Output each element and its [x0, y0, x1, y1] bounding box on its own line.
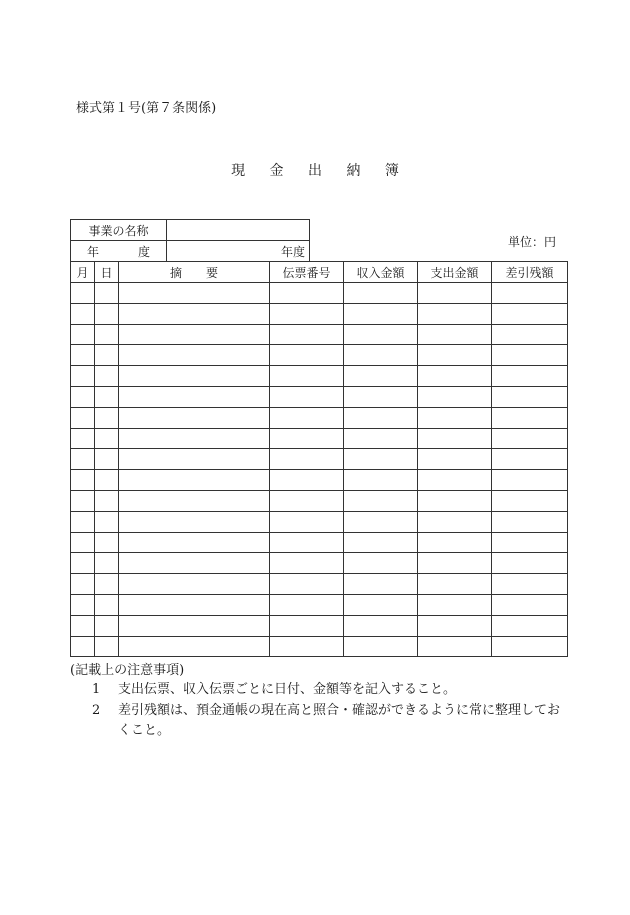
cell-month[interactable] [71, 490, 95, 511]
cell-expense[interactable] [418, 386, 492, 407]
cell-month[interactable] [71, 511, 95, 532]
table-row [71, 303, 568, 324]
col-summary: 摘 要 [119, 262, 270, 283]
cell-expense[interactable] [418, 407, 492, 428]
cell-balance[interactable] [492, 636, 568, 657]
cell-expense[interactable] [418, 449, 492, 470]
cell-slip-number[interactable] [270, 636, 344, 657]
cell-summary[interactable] [119, 470, 270, 491]
col-balance: 差引残額 [492, 262, 568, 283]
cell-month[interactable] [71, 636, 95, 657]
table-row [71, 324, 568, 345]
cell-summary[interactable] [119, 574, 270, 595]
table-row [71, 636, 568, 657]
page-title [0, 160, 630, 180]
note-text: 差引残額は、預金通帳の現在高と照合・確認ができるように常に整理してお [118, 703, 561, 718]
table-row [71, 407, 568, 428]
note-item [0, 680, 630, 700]
cell-month[interactable] [71, 283, 95, 304]
cell-summary[interactable] [119, 636, 270, 657]
cell-summary[interactable] [119, 303, 270, 324]
cell-expense[interactable] [418, 594, 492, 615]
cell-day[interactable] [95, 324, 119, 345]
table-row [71, 470, 568, 491]
cell-slip-number[interactable] [270, 449, 344, 470]
cell-expense[interactable] [418, 511, 492, 532]
cell-day[interactable] [95, 345, 119, 366]
cell-day[interactable] [95, 574, 119, 595]
ledger-table [70, 261, 568, 657]
cell-income[interactable] [344, 615, 418, 636]
fiscal-year-field[interactable] [167, 241, 310, 262]
cell-slip-number[interactable] [270, 615, 344, 636]
cell-income[interactable] [344, 324, 418, 345]
cell-day[interactable] [95, 532, 119, 553]
cell-day[interactable] [95, 470, 119, 491]
cell-summary[interactable] [119, 594, 270, 615]
cell-slip-number[interactable] [270, 490, 344, 511]
title-char: 簿 [384, 163, 399, 179]
cell-income[interactable] [344, 470, 418, 491]
note-text: 支出伝票、収入伝票ごとに日付、金額等を記入すること。 [118, 682, 457, 697]
cell-day[interactable] [95, 407, 119, 428]
cell-month[interactable] [71, 324, 95, 345]
cell-month[interactable] [71, 407, 95, 428]
cell-slip-number[interactable] [270, 283, 344, 304]
cell-slip-number[interactable] [270, 366, 344, 387]
table-row [71, 594, 568, 615]
cell-day[interactable] [95, 553, 119, 574]
col-day: 日 [95, 262, 119, 283]
cell-day[interactable] [95, 303, 119, 324]
note-number: 2 [92, 703, 101, 718]
cell-slip-number[interactable] [270, 553, 344, 574]
note-text-continued: くこと。 [118, 723, 171, 738]
table-row [71, 553, 568, 574]
cell-summary[interactable] [119, 553, 270, 574]
col-expense: 支出金額 [418, 262, 492, 283]
cell-income[interactable] [344, 407, 418, 428]
cell-balance[interactable] [492, 428, 568, 449]
cell-month[interactable] [71, 594, 95, 615]
cell-month[interactable] [71, 366, 95, 387]
table-row [71, 366, 568, 387]
cell-expense[interactable] [418, 345, 492, 366]
cell-income[interactable] [344, 636, 418, 657]
cell-expense[interactable] [418, 283, 492, 304]
cell-summary[interactable] [119, 532, 270, 553]
cell-balance[interactable] [492, 594, 568, 615]
cell-income[interactable] [344, 574, 418, 595]
cell-summary[interactable] [119, 428, 270, 449]
year-label-1: 年 [87, 244, 100, 259]
title-char: 金 [269, 163, 284, 179]
cell-month[interactable] [71, 615, 95, 636]
col-slip-number: 伝票番号 [270, 262, 344, 283]
cell-day[interactable] [95, 386, 119, 407]
cell-slip-number[interactable] [270, 324, 344, 345]
cell-income[interactable] [344, 449, 418, 470]
cell-slip-number[interactable] [270, 594, 344, 615]
cell-expense[interactable] [418, 428, 492, 449]
table-row [71, 386, 568, 407]
cell-summary[interactable] [119, 490, 270, 511]
notes-title: (記載上の注意事項) [70, 663, 185, 678]
cell-balance[interactable] [492, 553, 568, 574]
cell-summary[interactable] [119, 386, 270, 407]
cell-expense[interactable] [418, 470, 492, 491]
cell-summary[interactable] [119, 283, 270, 304]
table-row [71, 428, 568, 449]
cell-slip-number[interactable] [270, 345, 344, 366]
table-row [71, 615, 568, 636]
cell-expense[interactable] [418, 636, 492, 657]
cell-expense[interactable] [418, 532, 492, 553]
cell-month[interactable] [71, 574, 95, 595]
cell-balance[interactable] [492, 490, 568, 511]
cell-balance[interactable] [492, 511, 568, 532]
cell-balance[interactable] [492, 574, 568, 595]
cell-summary[interactable] [119, 324, 270, 345]
title-char: 納 [346, 163, 361, 179]
table-row [71, 283, 568, 304]
cell-month[interactable] [71, 345, 95, 366]
cell-month[interactable] [71, 532, 95, 553]
cell-balance[interactable] [492, 386, 568, 407]
table-row [71, 345, 568, 366]
cell-summary[interactable] [119, 511, 270, 532]
table-row [71, 532, 568, 553]
cell-income[interactable] [344, 490, 418, 511]
form-number: 様式第１号(第７条関係) [76, 101, 217, 116]
cell-day[interactable] [95, 366, 119, 387]
cell-income[interactable] [344, 511, 418, 532]
cell-month[interactable] [71, 428, 95, 449]
cell-expense[interactable] [418, 574, 492, 595]
cell-expense[interactable] [418, 303, 492, 324]
title-char: 出 [308, 163, 322, 179]
cell-expense[interactable] [418, 324, 492, 345]
cell-slip-number[interactable] [270, 303, 344, 324]
cell-summary[interactable] [119, 407, 270, 428]
cell-month[interactable] [71, 449, 95, 470]
cell-income[interactable] [344, 553, 418, 574]
cell-balance[interactable] [492, 303, 568, 324]
year-suffix: 年度 [280, 244, 305, 259]
note-item [0, 701, 630, 741]
cell-slip-number[interactable] [270, 532, 344, 553]
cell-day[interactable] [95, 636, 119, 657]
cell-month[interactable] [71, 303, 95, 324]
cell-day[interactable] [95, 428, 119, 449]
cell-summary[interactable] [119, 615, 270, 636]
cell-summary[interactable] [119, 449, 270, 470]
cell-income[interactable] [344, 303, 418, 324]
cell-balance[interactable] [492, 345, 568, 366]
cell-income[interactable] [344, 532, 418, 553]
cell-day[interactable] [95, 449, 119, 470]
cell-slip-number[interactable] [270, 407, 344, 428]
unit-label: 単位：円 [508, 235, 557, 249]
cell-summary[interactable] [119, 366, 270, 387]
cell-income[interactable] [344, 283, 418, 304]
table-row [71, 449, 568, 470]
table-row [71, 490, 568, 511]
cell-income[interactable] [344, 386, 418, 407]
fiscal-year-label [71, 241, 167, 262]
cell-balance[interactable] [492, 615, 568, 636]
col-month: 月 [71, 262, 95, 283]
cell-expense[interactable] [418, 553, 492, 574]
cell-day[interactable] [95, 490, 119, 511]
cell-day[interactable] [95, 283, 119, 304]
cell-expense[interactable] [418, 366, 492, 387]
cell-day[interactable] [95, 615, 119, 636]
info-table [70, 219, 310, 262]
cell-summary[interactable] [119, 345, 270, 366]
table-row [71, 574, 568, 595]
cell-slip-number[interactable] [270, 428, 344, 449]
cell-month[interactable] [71, 553, 95, 574]
cell-balance[interactable] [492, 470, 568, 491]
cell-balance[interactable] [492, 532, 568, 553]
cell-balance[interactable] [492, 366, 568, 387]
title-char: 現 [231, 163, 246, 179]
cell-income[interactable] [344, 345, 418, 366]
note-number: 1 [92, 682, 101, 697]
cell-month[interactable] [71, 470, 95, 491]
business-name-label: 事業の名称 [71, 220, 167, 241]
cell-day[interactable] [95, 594, 119, 615]
cell-slip-number[interactable] [270, 574, 344, 595]
cell-slip-number[interactable] [270, 511, 344, 532]
year-label-2: 度 [137, 244, 150, 259]
cell-balance[interactable] [492, 324, 568, 345]
cell-balance[interactable] [492, 283, 568, 304]
col-income: 収入金額 [344, 262, 418, 283]
cell-month[interactable] [71, 386, 95, 407]
table-row [71, 511, 568, 532]
business-name-field[interactable] [167, 220, 310, 241]
cell-income[interactable] [344, 366, 418, 387]
cell-income[interactable] [344, 594, 418, 615]
cell-slip-number[interactable] [270, 386, 344, 407]
cell-income[interactable] [344, 428, 418, 449]
cell-expense[interactable] [418, 615, 492, 636]
cell-slip-number[interactable] [270, 470, 344, 491]
cell-expense[interactable] [418, 490, 492, 511]
ledger-header [71, 262, 568, 283]
cell-balance[interactable] [492, 449, 568, 470]
ledger-body [71, 283, 568, 657]
cell-balance[interactable] [492, 407, 568, 428]
cell-day[interactable] [95, 511, 119, 532]
